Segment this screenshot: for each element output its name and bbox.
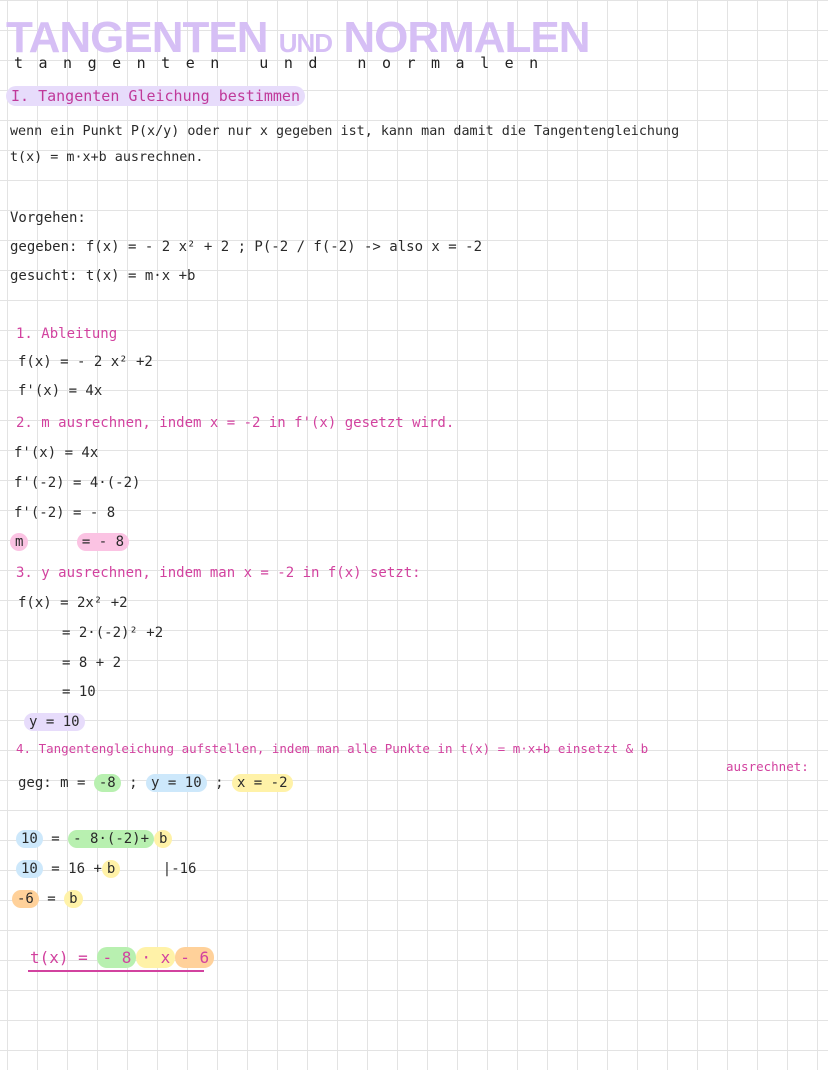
- step3-heading: 3. y ausrechnen, indem man x = -2 in f(x) setzt:: [16, 565, 421, 581]
- final-equation-underline: [28, 970, 204, 972]
- step4-eq2-operation: |-16: [162, 861, 197, 877]
- step4-equation-1: [16, 832, 172, 846]
- step4-eq3-b: b: [64, 890, 82, 908]
- intro-line-2: t(x) = m·x+b ausrechnen.: [10, 150, 204, 165]
- step4-heading-cont: ausrechnet:: [726, 759, 809, 774]
- step4-eq2-equals: =: [51, 861, 60, 877]
- step4-eq1-equals: =: [51, 831, 60, 847]
- procedure-label: Vorgehen:: [10, 210, 86, 226]
- step2-line-1: f'(x) = 4x: [14, 445, 99, 461]
- final-equation-b: - 6: [175, 947, 214, 968]
- step4-heading: 4. Tangentengleichung aufstellen, indem man alle Punkte in t(x) = m·x+b einsetzt & b: [16, 741, 649, 756]
- step4-given-m: -8: [94, 774, 121, 792]
- title-word-und: UND: [278, 28, 333, 58]
- title-word-tangenten: TANGENTEN: [6, 13, 268, 62]
- final-equation-x: · x: [136, 947, 175, 968]
- step2-heading: 2. m ausrechnen, indem x = -2 in f'(x) gesetzt wird.: [16, 415, 455, 431]
- step2-line-3: f'(-2) = - 8: [14, 505, 116, 521]
- step1-line-2: f'(x) = 4x: [18, 383, 103, 399]
- intro-line-1: wenn ein Punkt P(x/y) oder nur x gegeben ist, kann man damit die Tangentengleichung: [10, 124, 680, 139]
- step4-eq2-middle: 16 +: [68, 861, 102, 877]
- step4-eq3-left: -6: [12, 890, 39, 908]
- step4-given-separator-1: ;: [129, 775, 138, 791]
- step4-eq3-equals: =: [47, 891, 56, 907]
- final-tangent-equation: [30, 950, 214, 966]
- step3-line-4: = 10: [62, 684, 96, 700]
- step3-result: [24, 715, 85, 729]
- step2-line-2: f'(-2) = 4·(-2): [14, 475, 141, 491]
- procedure-wanted: gesucht: t(x) = m·x +b: [10, 268, 196, 284]
- step4-eq2-b: b: [102, 860, 120, 878]
- step4-given-y: y = 10: [146, 774, 207, 792]
- step4-given-label: geg: m =: [18, 775, 86, 791]
- step3-result-text: y = 10: [24, 713, 85, 731]
- step3-line-3: = 8 + 2: [62, 655, 122, 671]
- step4-given-separator-2: ;: [215, 775, 224, 791]
- step1-line-1: f(x) = - 2 x² +2: [18, 354, 153, 370]
- step2-result-var: m: [10, 533, 28, 551]
- final-equation-left: t(x) =: [30, 948, 88, 967]
- step4-eq1-b: b: [154, 830, 172, 848]
- page-subtitle: tangenten und normalen: [14, 54, 554, 72]
- step3-line-1: f(x) = 2x² +2: [18, 595, 128, 611]
- step4-given-x: x = -2: [232, 774, 293, 792]
- section-heading-text: I. Tangenten Gleichung bestimmen: [6, 86, 305, 106]
- step4-eq1-middle: - 8·(-2)+: [68, 830, 154, 848]
- step3-line-2: = 2·(-2)² +2: [62, 625, 164, 641]
- step4-equation-3: [12, 892, 83, 906]
- step4-given: [18, 776, 293, 790]
- title-word-normalen: NORMALEN: [343, 13, 590, 62]
- step1-heading: 1. Ableitung: [16, 326, 118, 342]
- procedure-given: gegeben: f(x) = - 2 x² + 2 ; P(-2 / f(-2) -> also x = -2: [10, 239, 483, 255]
- step4-eq1-left: 10: [16, 830, 43, 848]
- step4-equation-2: [16, 862, 196, 876]
- step2-result: [10, 535, 129, 549]
- step4-eq2-left: 10: [16, 860, 43, 878]
- step2-result-value: = - 8: [77, 533, 129, 551]
- final-equation-m: - 8: [97, 947, 136, 968]
- section-heading: [6, 89, 305, 104]
